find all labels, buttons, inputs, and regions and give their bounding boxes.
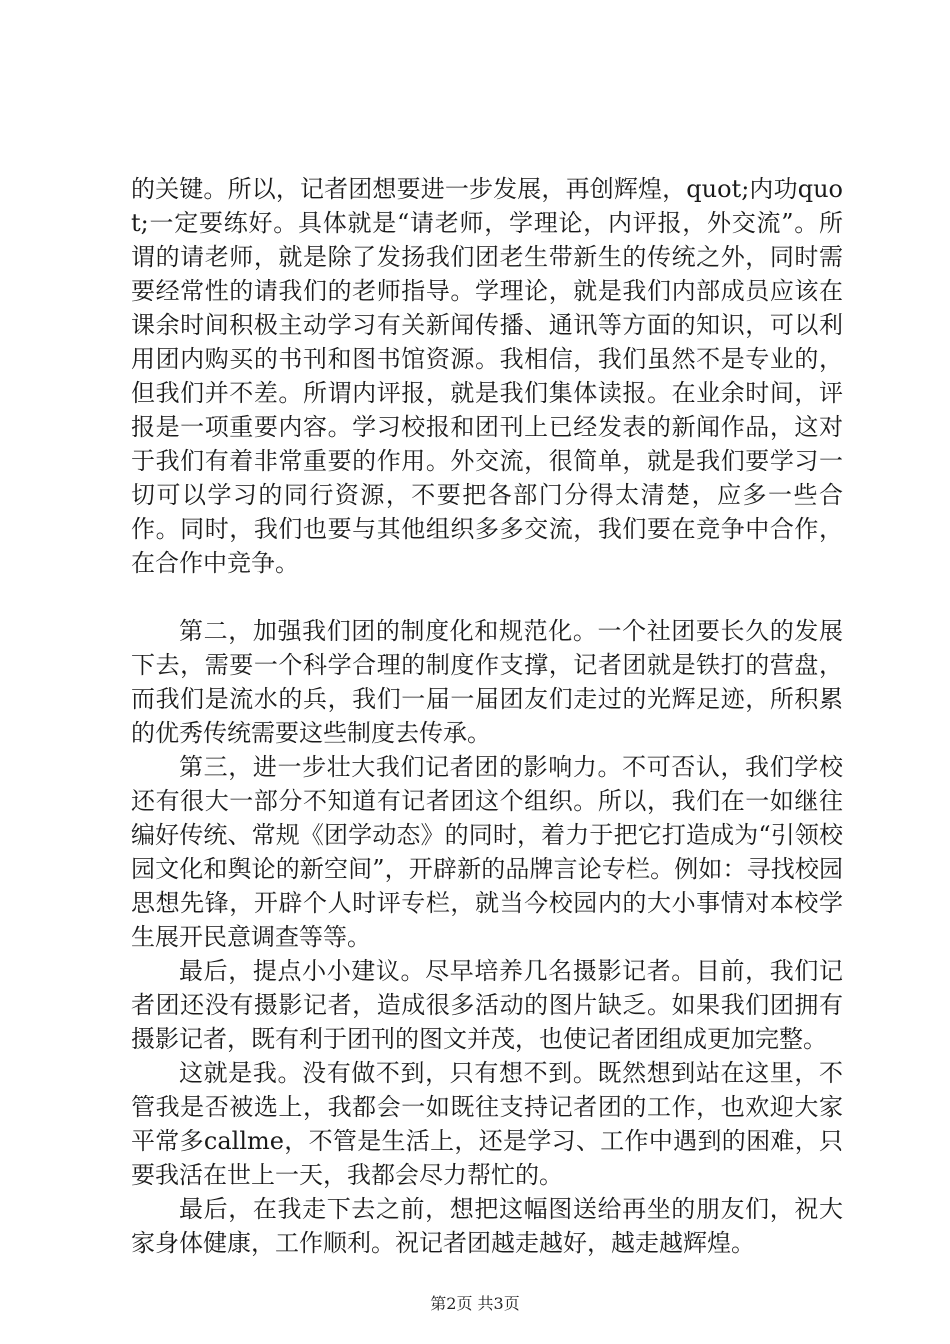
paragraph-5: 这就是我。没有做不到，只有想不到。既然想到站在这里，不管我是否被选上，我都会一如既往支持记者团的工作，也欢迎大家平常多callme，不管是生活上，还是学习、工作中遇到的困难，只要我活在世上一天，我都会尽力帮忙的。 <box>131 1059 843 1189</box>
page-footer: 第2页 共3页 <box>430 1294 520 1313</box>
paragraph-4: 最后，提点小小建议。尽早培养几名摄影记者。目前，我们记者团还没有摄影记者，造成很多活动的图片缺乏。如果我们团拥有摄影记者，既有利于团刊的图文并茂，也使记者团组成更加完整。 <box>131 957 843 1053</box>
paragraph-3: 第三，进一步壮大我们记者团的影响力。不可否认，我们学校还有很大一部分不知道有记者团这个组织。所以，我们在一如继往编好传统、常规《团学动态》的同时，着力于把它打造成为“引领校园文化和舆论的新空间”，开辟新的品牌言论专栏。例如：寻找校园思想先锋，开辟个人时评专栏，就当今校园内的大小事情对本校学生展开民意调查等等。 <box>131 753 843 951</box>
paragraph-6: 最后，在我走下去之前，想把这幅图送给再坐的朋友们，祝大家身体健康，工作顺利。祝记者团越走越好，越走越辉煌。 <box>131 1195 843 1257</box>
paragraph-2: 第二，加强我们团的制度化和规范化。一个社团要长久的发展下去，需要一个科学合理的制度作支撑，记者团就是铁打的营盘，而我们是流水的兵，我们一届一届团友们走过的光辉足迹，所积累的优秀传统需要这些制度去传承。 <box>131 617 843 747</box>
document-body <box>131 172 843 1260</box>
paragraph-1: 的关键。所以，记者团想要进一步发展，再创辉煌，quot;内功quot;一定要练好。具体就是“请老师，学理论，内评报，外交流”。所谓的请老师，就是除了发扬我们团老生带新生的传统之外，同时需要经常性的请我们的老师指导。学理论，就是我们内部成员应该在课余时间积极主动学习有关新闻传播、通讯等方面的知识，可以利用团内购买的书刊和图书馆资源。我相信，我们虽然不是专业的，但我们并不差。所谓内评报，就是我们集体读报。在业余时间，评报是一项重要内容。学习校报和团刊上已经发表的新闻作品，这对于我们有着非常重要的作用。外交流，很简单，就是我们要学习一切可以学习的同行资源，不要把各部门分得太清楚，应多一些合作。同时，我们也要与其他组织多多交流，我们要在竞争中合作，在合作中竞争。 <box>131 175 843 577</box>
